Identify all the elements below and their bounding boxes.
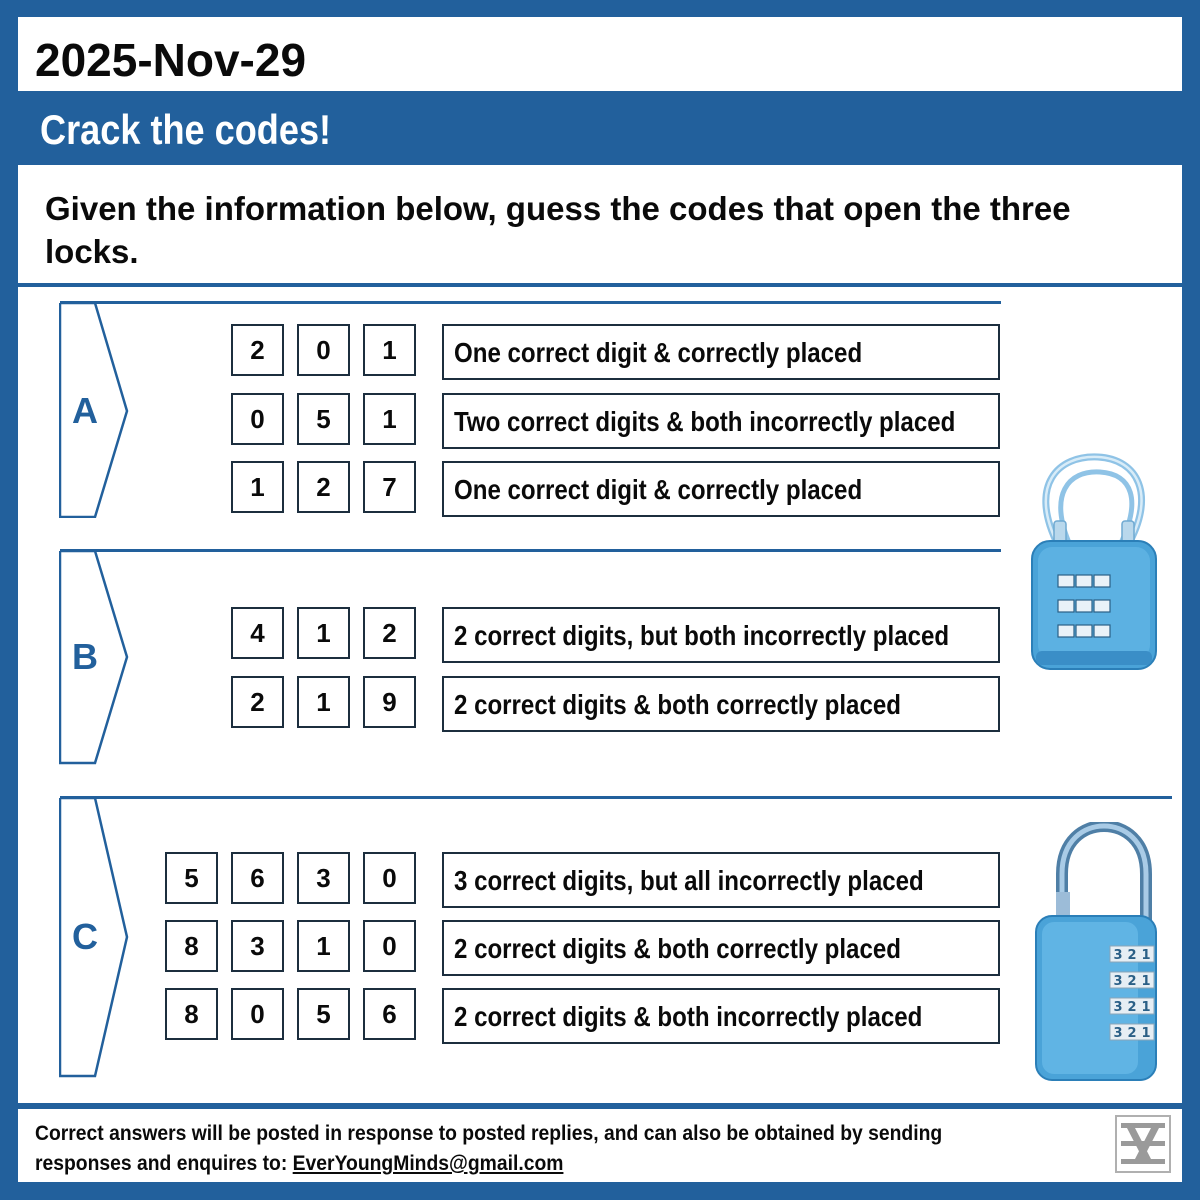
code-digit: 0 (297, 324, 350, 376)
section-c-letter: C (72, 916, 98, 957)
dial-digit: 2 (1127, 948, 1137, 963)
clue-box (442, 676, 1000, 732)
clue-text: Two correct digits & both incorrectly placed (454, 406, 956, 437)
code-digit: 2 (231, 676, 284, 728)
dial-digit: 1 (1141, 1026, 1151, 1041)
clue-text: One correct digit & correctly placed (454, 337, 863, 368)
code-digit: 0 (231, 393, 284, 445)
code-digit: 0 (363, 852, 416, 904)
code-digit: 1 (363, 393, 416, 445)
clue-text: 2 correct digits & both incorrectly placed (454, 1001, 923, 1032)
code-digit: 1 (363, 324, 416, 376)
section-b-divider (60, 549, 1001, 552)
puzzle-panel (18, 287, 1182, 1103)
code-digit: 1 (297, 607, 350, 659)
clue-box (442, 393, 1000, 449)
clue-text: 2 correct digits, but both incorrectly placed (454, 620, 950, 651)
clue-text: 3 correct digits, but all incorrectly placed (454, 865, 924, 896)
code-digit: 3 (231, 920, 284, 972)
clue-box (442, 324, 1000, 380)
dial-digit: 1 (1141, 974, 1151, 989)
code-digit: 6 (363, 988, 416, 1040)
code-digit: 2 (231, 324, 284, 376)
cable-padlock-icon (1028, 445, 1160, 675)
clue-text: 2 correct digits & both correctly placed (454, 933, 901, 964)
email-link[interactable]: EverYoungMinds@gmail.com (292, 1152, 564, 1175)
shackle-padlock-icon (1028, 822, 1164, 1084)
code-digit: 7 (363, 461, 416, 513)
footer-message: Correct answers will be posted in response to posted replies, and can also be obtained by sending responses and enquires to: (35, 1122, 943, 1175)
code-digit: 1 (297, 676, 350, 728)
code-digit: 1 (231, 461, 284, 513)
intro-panel (18, 165, 1182, 283)
page-title: Crack the codes! (40, 106, 332, 153)
clue-box (442, 852, 1000, 908)
code-digit: 9 (363, 676, 416, 728)
dial-digit: 1 (1141, 948, 1151, 963)
dial-digit: 3 (1113, 974, 1123, 989)
code-digit: 0 (363, 920, 416, 972)
code-digit: 1 (297, 920, 350, 972)
code-digit: 5 (297, 393, 350, 445)
code-digit: 8 (165, 920, 218, 972)
intro-text: Given the information below, guess the codes that open the three locks. (45, 190, 1071, 270)
code-digit: 3 (297, 852, 350, 904)
code-digit: 2 (297, 461, 350, 513)
dial-digit: 1 (1141, 1000, 1151, 1015)
clue-box (442, 461, 1000, 517)
date-header (18, 17, 1182, 91)
clue-text: One correct digit & correctly placed (454, 474, 863, 505)
dial-digit: 3 (1113, 1000, 1123, 1015)
date-text: 2025-Nov-29 (35, 34, 307, 86)
code-digit: 5 (297, 988, 350, 1040)
code-digit: 6 (231, 852, 284, 904)
section-b-letter: B (72, 636, 98, 677)
footer (18, 1109, 1182, 1182)
dial-digit: 2 (1127, 1000, 1137, 1015)
clue-box (442, 920, 1000, 976)
clue-box (442, 607, 1000, 663)
code-digit: 2 (363, 607, 416, 659)
code-digit: 8 (165, 988, 218, 1040)
dial-digit: 3 (1113, 1026, 1123, 1041)
logo-icon (1115, 1115, 1171, 1173)
code-digit: 4 (231, 607, 284, 659)
clue-box (442, 988, 1000, 1044)
code-digit: 0 (231, 988, 284, 1040)
footer-text (35, 1119, 1029, 1179)
clue-text: 2 correct digits & both correctly placed (454, 689, 901, 720)
section-a-divider (60, 301, 1001, 304)
section-c-divider (60, 796, 1172, 799)
dial-digit: 3 (1113, 948, 1123, 963)
dial-digit: 2 (1127, 1026, 1137, 1041)
code-digit: 5 (165, 852, 218, 904)
dial-digit: 2 (1127, 974, 1137, 989)
section-a-letter: A (72, 390, 98, 431)
